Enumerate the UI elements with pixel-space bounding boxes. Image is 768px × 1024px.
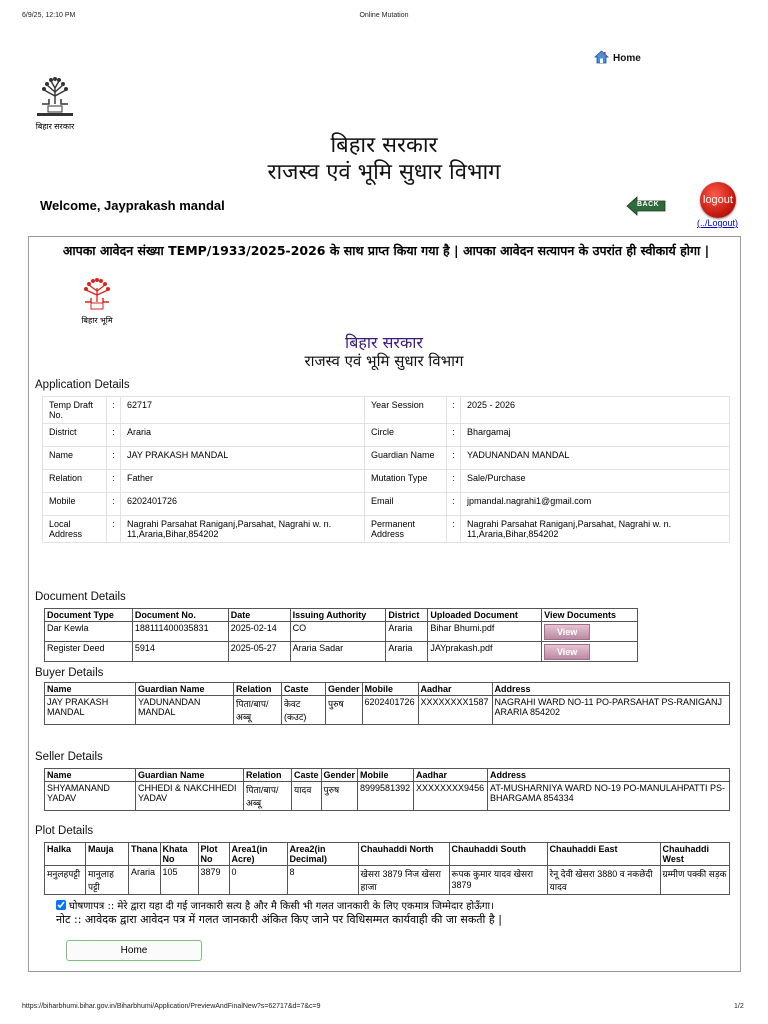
buyer-table-row bbox=[45, 696, 730, 725]
application-label: Name bbox=[43, 447, 107, 470]
buyer-cell: NAGRAHI WARD NO-11 PO-PARSAHAT PS-RANIGANJ ARARIA 854202 bbox=[492, 696, 729, 725]
sub-title: बिहार सरकार bbox=[345, 333, 423, 352]
plot-cell: 105 bbox=[160, 866, 198, 895]
application-row bbox=[43, 447, 730, 470]
colon: : bbox=[107, 516, 121, 543]
document-cell: 188111400035831 bbox=[132, 622, 228, 642]
document-table-row bbox=[45, 642, 638, 662]
buyer-details-title: Buyer Details bbox=[35, 667, 104, 679]
seller-column-header: Name bbox=[45, 769, 136, 782]
application-label: Relation bbox=[43, 470, 107, 493]
home-link-label: Home bbox=[613, 53, 641, 64]
seller-cell: XXXXXXXX9456 bbox=[414, 782, 488, 811]
colon: : bbox=[447, 397, 461, 424]
colon: : bbox=[447, 493, 461, 516]
application-value: 62717 bbox=[121, 397, 365, 424]
plot-table-row bbox=[45, 866, 730, 895]
welcome-text: Welcome, Jayprakash mandal bbox=[40, 198, 225, 213]
plot-cell: मनुलहपट्टी bbox=[45, 866, 86, 895]
plot-cell: खेसरा 3879 निज खेसरा हाजा bbox=[358, 866, 449, 895]
buyer-cell: पिता/बाप/अब्बू bbox=[234, 696, 282, 725]
logo-caption: बिहार सरकार bbox=[35, 122, 75, 131]
plot-cell: मानुलाह पट्टी bbox=[86, 866, 129, 895]
buyer-column-header: Address bbox=[492, 683, 729, 696]
view-cell bbox=[542, 622, 638, 642]
buyer-column-header: Guardian Name bbox=[136, 683, 234, 696]
document-column-header: Document Type bbox=[45, 609, 133, 622]
application-value: Nagrahi Parsahat Raniganj,Parsahat, Nagrahi w. n. 11,Araria,Bihar,854202 bbox=[121, 516, 365, 543]
document-cell: 5914 bbox=[132, 642, 228, 662]
plot-details-title: Plot Details bbox=[35, 825, 94, 837]
submission-message: आपका आवेदन संख्या TEMP/1933/2025-2026 के साथ प्राप्त किया गया है | आपका आवेदन सत्यापन के उपरांत ही स्वीकार्य होगा | bbox=[62, 243, 710, 258]
seller-column-header: Mobile bbox=[358, 769, 414, 782]
buyer-column-header: Relation bbox=[234, 683, 282, 696]
plot-column-header: Plot No bbox=[198, 843, 229, 866]
home-link[interactable] bbox=[594, 50, 641, 67]
application-value: Nagrahi Parsahat Raniganj,Parsahat, Nagrahi w. n. 11,Araria,Bihar,854202 bbox=[461, 516, 730, 543]
document-column-header: Document No. bbox=[132, 609, 228, 622]
plot-cell: 8 bbox=[287, 866, 358, 895]
document-details-table bbox=[44, 608, 638, 662]
declaration-text: घोषणापत्र :: मेरे द्वारा यहा दी गई जानकारी सत्य है और मै किसी भी गलत जानकारी के लिए एकमात्र जिम्मेदार होऊँगा। bbox=[69, 901, 494, 912]
plot-column-header: Chauhaddi West bbox=[660, 843, 729, 866]
home-button[interactable]: Home bbox=[66, 940, 202, 961]
page-subtitle: राजस्व एवं भूमि सुधार विभाग bbox=[267, 160, 501, 185]
document-column-header: Uploaded Document bbox=[428, 609, 542, 622]
application-row bbox=[43, 516, 730, 543]
seller-header-row bbox=[45, 769, 730, 782]
seller-cell: यादव bbox=[292, 782, 322, 811]
application-value: Sale/Purchase bbox=[461, 470, 730, 493]
colon: : bbox=[107, 447, 121, 470]
home-icon bbox=[594, 50, 609, 67]
document-table-row bbox=[45, 622, 638, 642]
colon: : bbox=[447, 470, 461, 493]
document-cell: CO bbox=[290, 622, 386, 642]
document-cell: Register Deed bbox=[45, 642, 133, 662]
application-row bbox=[43, 424, 730, 447]
bihar-bhumi-emblem bbox=[77, 276, 117, 312]
plot-column-header: Chauhaddi South bbox=[449, 843, 547, 866]
buyer-cell: YADUNANDAN MANDAL bbox=[136, 696, 234, 725]
document-cell: Araria bbox=[386, 622, 428, 642]
print-title: Online Mutation bbox=[359, 12, 409, 19]
application-value: JAY PRAKASH MANDAL bbox=[121, 447, 365, 470]
print-page-number: 1/2 bbox=[734, 1003, 744, 1010]
bodhi-tree-emblem bbox=[33, 74, 77, 118]
seller-column-header: Address bbox=[488, 769, 730, 782]
application-value: 6202401726 bbox=[121, 493, 365, 516]
plot-column-header: Area1(in Acre) bbox=[229, 843, 287, 866]
application-label: Mobile bbox=[43, 493, 107, 516]
colon: : bbox=[107, 493, 121, 516]
buyer-header-row bbox=[45, 683, 730, 696]
print-url: https://biharbhumi.bihar.gov.in/Biharbhumi/Application/PreviewAndFinalNew?s=62717&d=7&c=9 bbox=[22, 1003, 321, 1010]
buyer-cell: XXXXXXXX1587 bbox=[418, 696, 492, 725]
document-header-row bbox=[45, 609, 638, 622]
document-cell: Araria bbox=[386, 642, 428, 662]
document-column-header: View Documents bbox=[542, 609, 638, 622]
application-label: Circle bbox=[365, 424, 447, 447]
plot-cell: रूपक कुमार यादव खेसरा 3879 bbox=[449, 866, 547, 895]
buyer-column-header: Gender bbox=[326, 683, 363, 696]
buyer-cell: केवट (कउट) bbox=[282, 696, 326, 725]
plot-column-header: Chauhaddi North bbox=[358, 843, 449, 866]
plot-column-header: Mauja bbox=[86, 843, 129, 866]
plot-column-header: Chauhaddi East bbox=[547, 843, 660, 866]
application-label: Year Session bbox=[365, 397, 447, 424]
colon: : bbox=[447, 424, 461, 447]
document-column-header: District bbox=[386, 609, 428, 622]
application-label: District bbox=[43, 424, 107, 447]
application-details-title: Application Details bbox=[35, 379, 130, 391]
seller-column-header: Relation bbox=[244, 769, 292, 782]
sub-department: राजस्व एवं भूमि सुधार विभाग bbox=[304, 352, 464, 370]
application-label: Guardian Name bbox=[365, 447, 447, 470]
note-text: नोट :: आवेदक द्वारा आवेदन पत्र में गलत जानकारी अंकित किए जाने पर विधिसम्मत कार्यवाही की जा सकती है | bbox=[56, 913, 502, 926]
seller-details-title: Seller Details bbox=[35, 751, 103, 763]
view-cell bbox=[542, 642, 638, 662]
seller-cell: पुरुष bbox=[321, 782, 358, 811]
buyer-cell: 6202401726 bbox=[362, 696, 418, 725]
seller-cell: AT-MUSHARNIYA WARD NO-19 PO-MANULAHPATTI PS-BHARGAMA 854334 bbox=[488, 782, 730, 811]
plot-details-table bbox=[44, 842, 730, 895]
plot-cell: रेनू देवी खेसरा 3880 व नकछेदी यादव bbox=[547, 866, 660, 895]
colon: : bbox=[447, 447, 461, 470]
document-column-header: Issuing Authority bbox=[290, 609, 386, 622]
plot-column-header: Halka bbox=[45, 843, 86, 866]
colon: : bbox=[107, 470, 121, 493]
view-document-button[interactable]: View bbox=[544, 644, 590, 660]
seller-table-row bbox=[45, 782, 730, 811]
back-button-label: BACK bbox=[637, 201, 660, 208]
view-document-button[interactable]: View bbox=[544, 624, 590, 640]
application-row bbox=[43, 470, 730, 493]
page-title: बिहार सरकार bbox=[330, 133, 438, 158]
buyer-cell: पुरुष bbox=[326, 696, 363, 725]
application-label: Mutation Type bbox=[365, 470, 447, 493]
plot-column-header: Thana bbox=[129, 843, 161, 866]
document-cell: Bihar Bhumi.pdf bbox=[428, 622, 542, 642]
seller-cell: पिता/बाप/अब्बू bbox=[244, 782, 292, 811]
application-label: Local Address bbox=[43, 516, 107, 543]
back-button[interactable] bbox=[626, 196, 666, 216]
buyer-column-header: Caste bbox=[282, 683, 326, 696]
seller-column-header: Gender bbox=[321, 769, 358, 782]
application-value: 2025 - 2026 bbox=[461, 397, 730, 424]
buyer-column-header: Aadhar bbox=[418, 683, 492, 696]
logout-link[interactable]: (../Logout) bbox=[697, 218, 739, 228]
seller-cell: 8999581392 bbox=[358, 782, 414, 811]
plot-cell: 3879 bbox=[198, 866, 229, 895]
buyer-column-header: Name bbox=[45, 683, 136, 696]
plot-header-row bbox=[45, 843, 730, 866]
application-label: Permanent Address bbox=[365, 516, 447, 543]
buyer-column-header: Mobile bbox=[362, 683, 418, 696]
document-cell: Araria Sadar bbox=[290, 642, 386, 662]
bihar-emblem-logo bbox=[30, 74, 80, 132]
colon: : bbox=[447, 516, 461, 543]
bhumi-logo-caption: बिहार भूमि bbox=[81, 316, 113, 325]
application-value: Araria bbox=[121, 424, 365, 447]
seller-cell: CHHEDI & NAKCHHEDI YADAV bbox=[136, 782, 244, 811]
application-details-table bbox=[42, 396, 730, 543]
seller-column-header: Caste bbox=[292, 769, 322, 782]
application-row bbox=[43, 397, 730, 424]
colon: : bbox=[107, 424, 121, 447]
document-details-title: Document Details bbox=[35, 591, 126, 603]
plot-cell: ग्रम्मीण पक्की सड़क bbox=[660, 866, 729, 895]
colon: : bbox=[107, 397, 121, 424]
bihar-bhumi-logo bbox=[72, 276, 122, 326]
declaration-checkbox[interactable] bbox=[56, 900, 66, 910]
application-row bbox=[43, 493, 730, 516]
application-value: Bhargamaj bbox=[461, 424, 730, 447]
plot-column-header: Khata No bbox=[160, 843, 198, 866]
application-value: jpmandal.nagrahi1@gmail.com bbox=[461, 493, 730, 516]
logout-button[interactable]: logout bbox=[700, 182, 736, 218]
buyer-details-table bbox=[44, 682, 730, 725]
seller-column-header: Aadhar bbox=[414, 769, 488, 782]
seller-column-header: Guardian Name bbox=[136, 769, 244, 782]
declaration-row bbox=[56, 898, 494, 912]
plot-cell: 0 bbox=[229, 866, 287, 895]
plot-column-header: Area2(in Decimal) bbox=[287, 843, 358, 866]
seller-cell: SHYAMANAND YADAV bbox=[45, 782, 136, 811]
buyer-cell: JAY PRAKASH MANDAL bbox=[45, 696, 136, 725]
document-cell: 2025-02-14 bbox=[228, 622, 290, 642]
document-cell: 2025-05-27 bbox=[228, 642, 290, 662]
seller-details-table bbox=[44, 768, 730, 811]
document-cell: JAYprakash.pdf bbox=[428, 642, 542, 662]
application-value: Father bbox=[121, 470, 365, 493]
application-value: YADUNANDAN MANDAL bbox=[461, 447, 730, 470]
document-column-header: Date bbox=[228, 609, 290, 622]
application-label: Temp Draft No. bbox=[43, 397, 107, 424]
plot-cell: Araria bbox=[129, 866, 161, 895]
application-label: Email bbox=[365, 493, 447, 516]
document-cell: Dar Kewla bbox=[45, 622, 133, 642]
print-datetime: 6/9/25, 12:10 PM bbox=[22, 12, 76, 19]
